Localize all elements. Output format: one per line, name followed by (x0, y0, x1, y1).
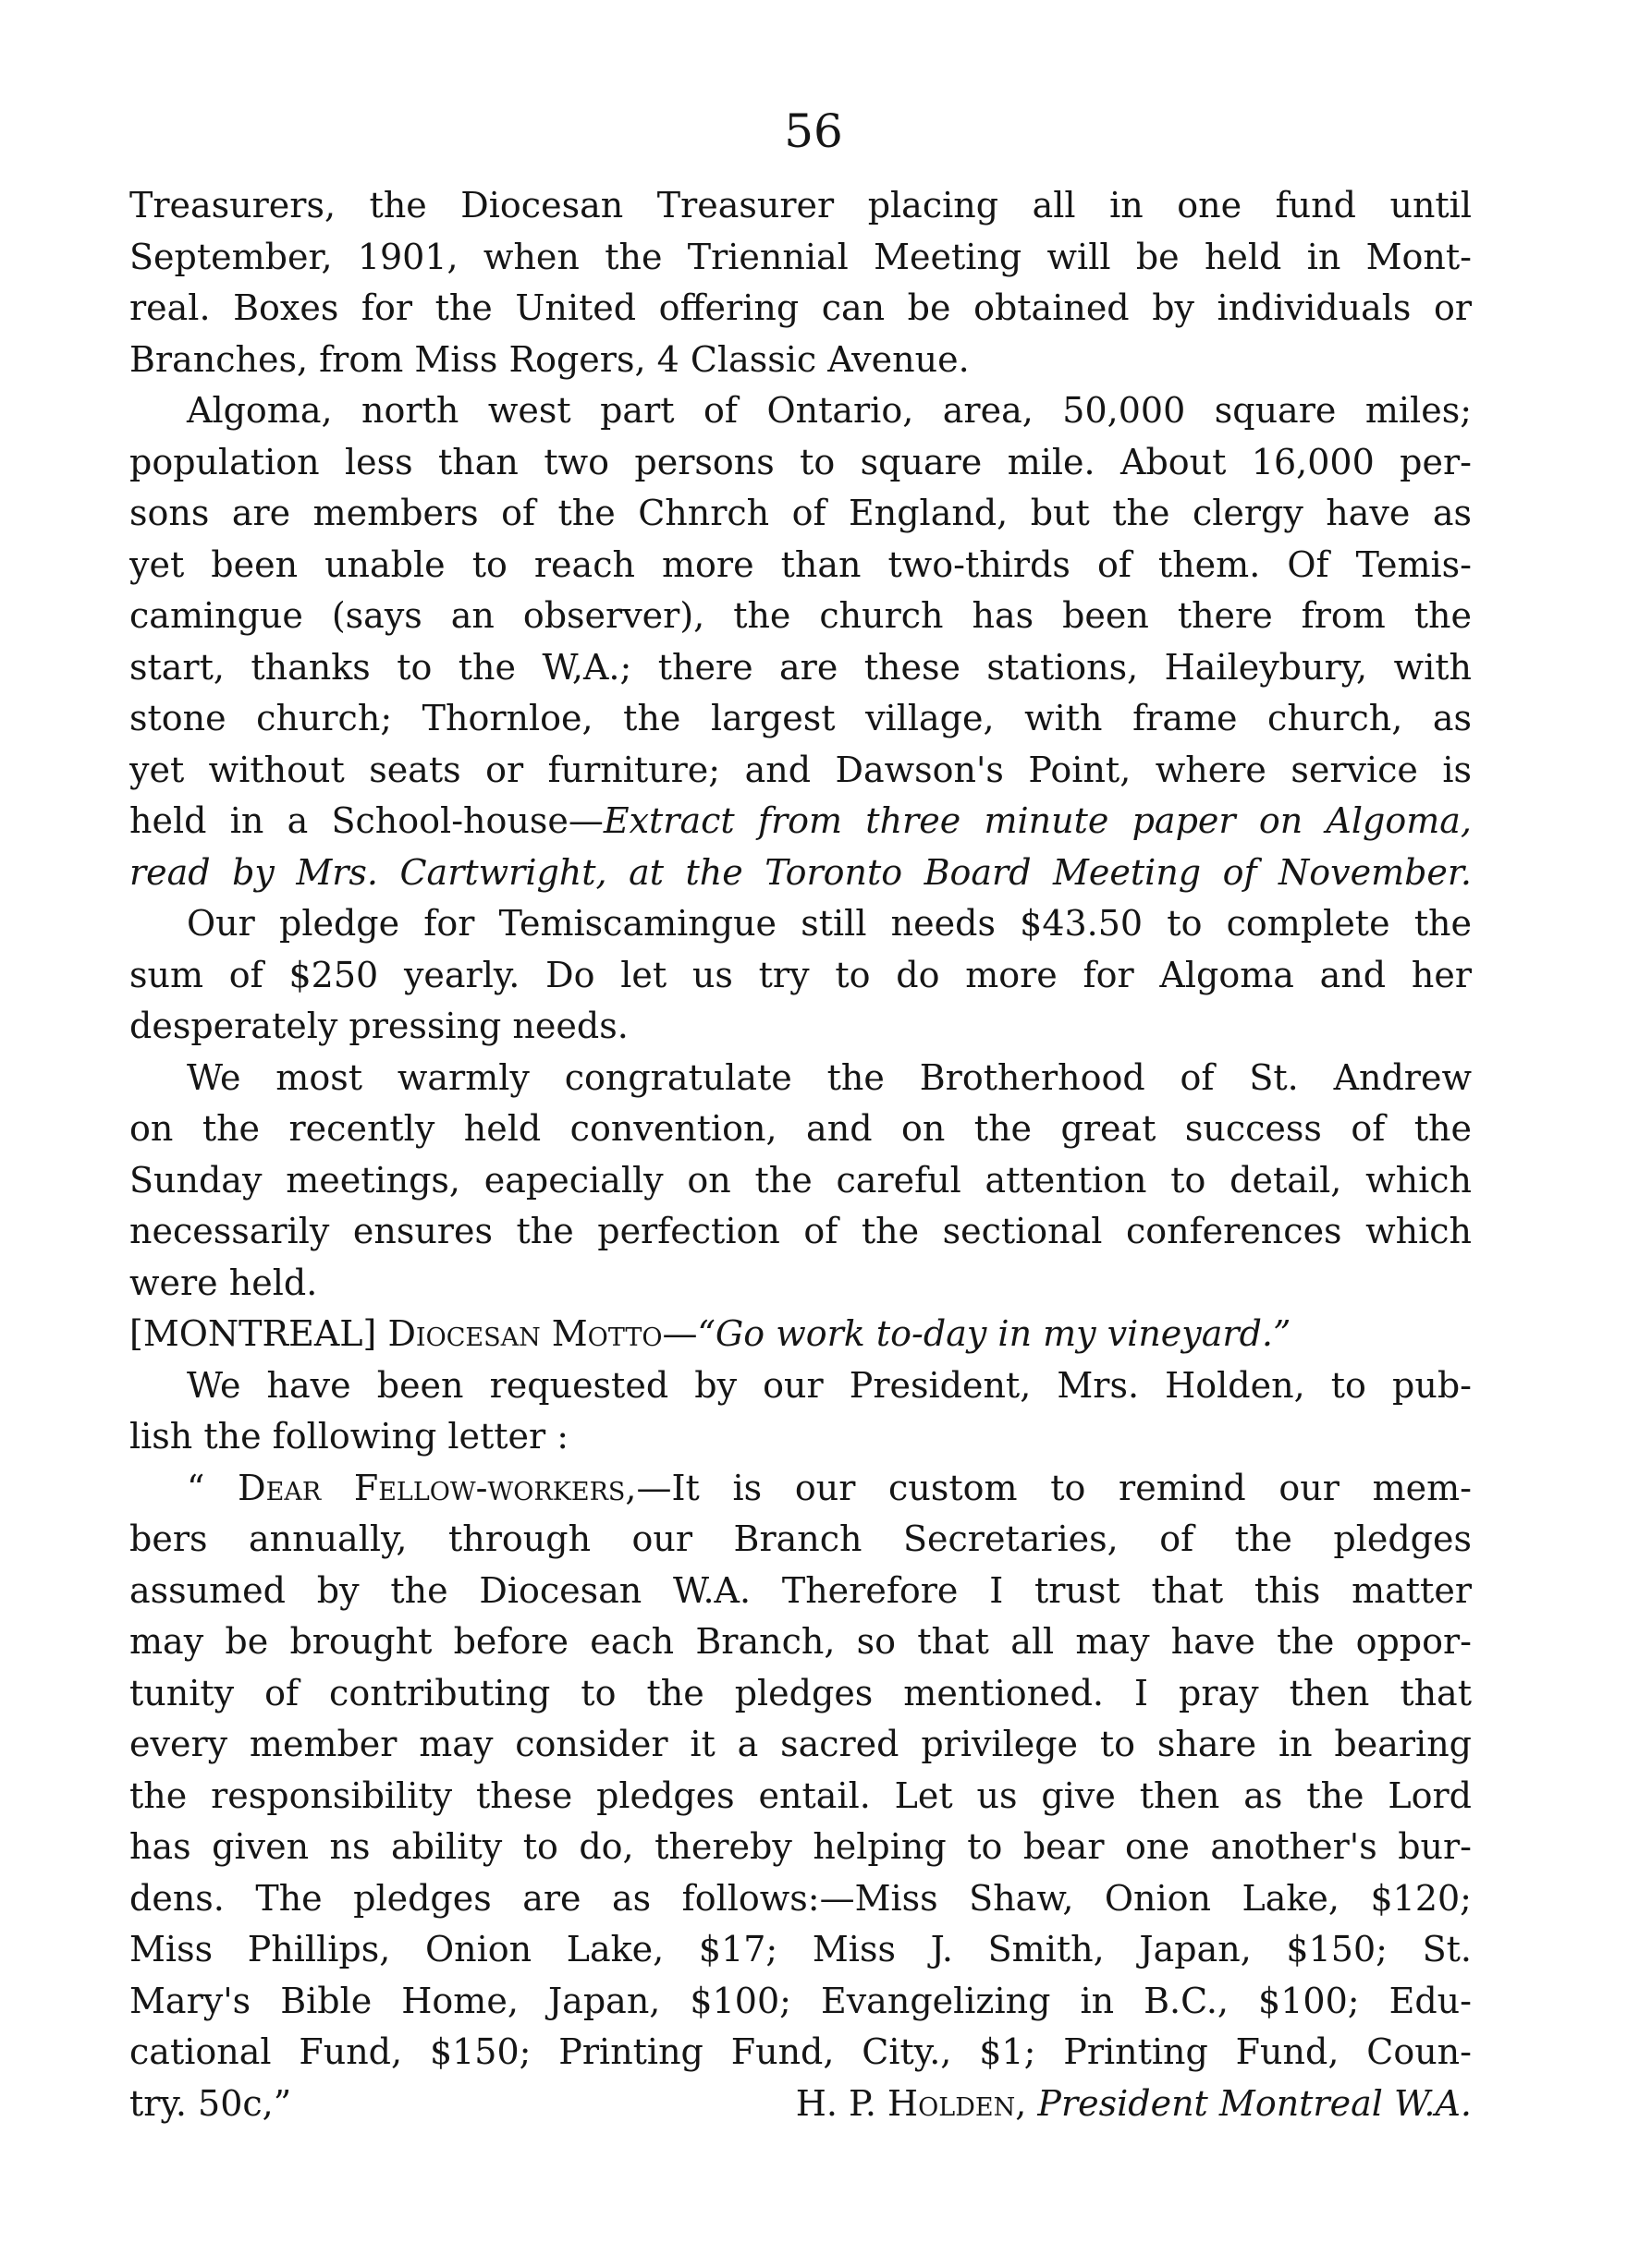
text-line: population less than two persons to square mile. About 16,000 per- (129, 441, 1472, 482)
extract-attribution: Extract from three minute paper on Algoma, (603, 800, 1472, 841)
letter-line: cational Fund, $150; Printing Fund, City., $1; Printing Fund, Coun- (129, 2031, 1472, 2072)
letter-line: the responsibility these pledges entail. Let us give then as the Lord (129, 1774, 1472, 1816)
text-line: real. Boxes for the United offering can be obtained by individuals or (129, 287, 1472, 328)
letter-line: Miss Phillips, Onion Lake, $17; Miss J. Smith, Japan, $150; St. (129, 1929, 1472, 1969)
letter-line: may be brought before each Branch, so that all may have the oppor- (129, 1621, 1472, 1662)
letter-line: Mary's Bible Home, Japan, $100; Evangelizing in B.C., $100; Edu- (129, 1980, 1472, 2021)
signature (796, 2079, 1472, 2130)
letter-salutation: Dear Fellow-workers, (238, 1467, 637, 1508)
text-line: start, thanks to the W,A.; there are these stations, Haileybury, with (129, 646, 1472, 688)
text-segment: held in a School-house— (129, 800, 604, 841)
text-line: sum of $250 yearly. Do let us try to do more for Algoma and her (129, 954, 1472, 995)
page-body (129, 180, 1472, 2129)
letter-line: tunity of contributing to the pledges mentioned. I pray then that (129, 1672, 1472, 1713)
text-line (129, 796, 1472, 847)
diocese-label: [MONTREAL] (129, 1313, 377, 1354)
text-segment: —It is our custom to remind our mem- (636, 1467, 1472, 1508)
text-line: September, 1901, when the Triennial Meeting will be held in Mont- (129, 236, 1472, 277)
text-line: yet been unable to reach more than two-thirds of them. Of Temis- (129, 543, 1472, 585)
letter-line: every member may consider it a sacred privilege to share in bearing (129, 1724, 1472, 1764)
text-line: Branches, from Miss Rogers, 4 Classic Avenue. (129, 338, 970, 380)
letter-opening-line (129, 1463, 1472, 1515)
text-line: sons are members of the Chnrch of England, but the clergy have as (129, 493, 1472, 533)
text-line: were held. (129, 1262, 318, 1303)
letter-line: has given ns ability to do, thereby helping to bear one another's bur- (129, 1826, 1472, 1867)
page-number: 56 (784, 104, 843, 158)
text-line: yet without seats or furniture; and Dawson's Point, where service is (129, 749, 1472, 790)
text-line: Sunday meetings, eapecially on the careful attention to detail, which (129, 1159, 1472, 1201)
text-line: Our pledge for Temiscamingue still needs $43.50 to complete the (187, 903, 1472, 944)
letter-line: assumed by the Diocesan W.A. Therefore I trust that this matter (129, 1569, 1472, 1611)
text-line: Treasurers, the Diocesan Treasurer placing all in one fund until (129, 185, 1472, 226)
text-line: necessarily ensures the perfection of the sectional conferences which (129, 1211, 1472, 1251)
text-line: We most warmly congratulate the Brotherhood of St. Andrew (187, 1056, 1472, 1098)
motto-label: Diocesan Motto— (387, 1313, 698, 1354)
open-quote: “ (187, 1467, 205, 1508)
text-line: stone church; Thornloe, the largest village, with frame church, as (129, 698, 1472, 738)
text-line: desperately pressing needs. (129, 1006, 629, 1046)
text-line: camingue (says an observer), the church has been there from the (129, 595, 1472, 636)
section-heading-montreal (129, 1309, 1472, 1360)
diocesan-motto: “Go work to-day in my vineyard.” (697, 1313, 1291, 1354)
text-line: on the recently held convention, and on the great success of the (129, 1108, 1472, 1149)
text-line: lish the following letter : (129, 1416, 569, 1457)
signature-name: H. P. Holden, (795, 2082, 1027, 2124)
text-line: Algoma, north west part of Ontario, area, 50,000 square miles; (187, 390, 1472, 431)
letter-closing: try. 50c,” (129, 2082, 292, 2124)
letter-line: dens. The pledges are as follows:—Miss Shaw, Onion Lake, $120; (129, 1877, 1472, 1919)
signature-title: President Montreal W.A. (1037, 2082, 1472, 2124)
text-line: We have been requested by our President, Mrs. Holden, to pub- (187, 1364, 1472, 1406)
extract-attribution-line: read by Mrs. Cartwright, at the Toronto Board Meeting of November. (129, 851, 1472, 893)
letter-line: bers annually, through our Branch Secretaries, of the pledges (129, 1518, 1472, 1559)
letter-signature-line (129, 2079, 1472, 2130)
